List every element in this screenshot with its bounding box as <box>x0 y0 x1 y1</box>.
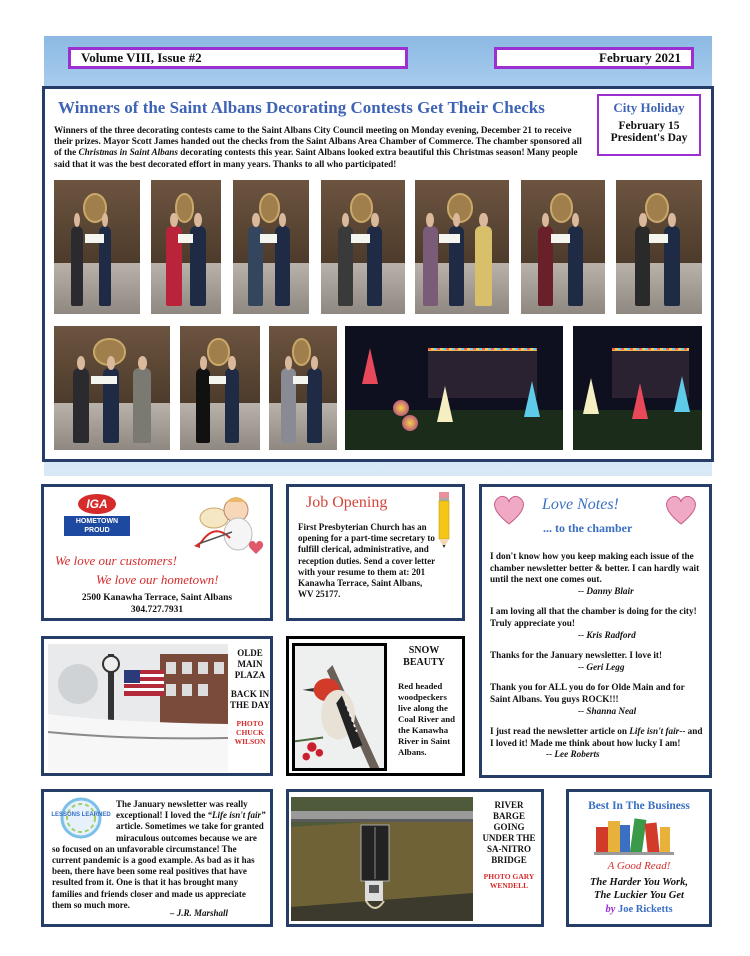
snow-beauty-body: Red headed woodpeckers live along the Coal River and the Kanawha River in Saint Albans. <box>398 681 456 757</box>
lessons-learned-author: – J.R. Marshall <box>170 908 229 918</box>
best-in-business-book-title: The Harder You Work, The Luckier You Get <box>589 877 689 901</box>
heart-icon <box>664 494 698 526</box>
winner-photo <box>321 180 405 314</box>
main-article-title: Winners of the Saint Albans Decorating Contests Get Their Checks <box>58 98 545 117</box>
city-holiday-title: City Holiday <box>613 100 685 115</box>
decorated-house-photo <box>573 326 702 450</box>
winner-photo <box>415 180 509 314</box>
olde-main-plaza-caption <box>230 648 270 746</box>
winner-photo <box>233 180 309 314</box>
love-note-author: -- Geri Legg <box>578 661 625 672</box>
city-holiday-name: President's Day <box>610 132 688 144</box>
river-barge-caption <box>480 800 538 890</box>
winner-photo <box>54 180 140 314</box>
love-note-author: -- Kris Radford <box>578 629 636 640</box>
job-opening-body: First Presbyterian Church has an opening for a part-time secretary to fulfill clerical, administrative, and reception duties. Send a cover letter with your resume to them at: 201 Kanawha Terrace, Saint Albans, WV 25177. <box>298 522 435 600</box>
love-note <box>490 650 704 673</box>
love-note-article: Life isn't fair <box>629 726 680 737</box>
issue-volume: Volume VIII, Issue #2 <box>68 47 408 69</box>
love-note-text: I am loving all that the chamber is doing for the city! Truly appreciate you! <box>490 606 697 628</box>
iga-slogan-hometown: We love our hometown! <box>96 572 219 587</box>
river-barge-title: RIVER BARGE GOING UNDER THE SA-NITRO BRIDGE <box>482 800 536 865</box>
love-notes-title: Love Notes! <box>542 496 619 513</box>
olde-main-plaza-credit: PHOTO CHUCK WILSON <box>234 719 266 746</box>
snow-beauty-title: SNOW BEAUTY <box>403 645 445 668</box>
love-note <box>490 726 704 761</box>
best-in-business-author: by Joe Ricketts <box>605 904 673 915</box>
winner-photo <box>616 180 702 314</box>
olde-main-plaza-subtitle: BACK IN THE DAY <box>230 689 270 710</box>
iga-logo-subtext: HOMETOWN PROUD <box>64 516 130 536</box>
pencil-icon <box>437 492 451 550</box>
love-note-text: I don't know how you keep making each issue of the chamber newsletter better & better. I can hardly wait until the next one comes out. <box>490 551 700 585</box>
river-barge-photo <box>291 797 473 921</box>
lessons-learned-logo <box>51 797 111 839</box>
river-barge-credit: PHOTO GARY WENDELL <box>483 872 535 890</box>
love-note-text: -- and I loved it! Made me think about how lucky I am! <box>490 726 703 748</box>
cupid-icon <box>192 488 266 562</box>
love-note <box>490 606 704 641</box>
olde-main-plaza-title: OLDE MAIN PLAZA <box>234 648 266 680</box>
main-article-body: Winners of the three decorating contests came to the Saint Albans City Council meeting on Monday evening, December 21 to receive their prizes. Mayor Scott James handed out the checks from the Saint Albans Area Chamber of Commerce. The chamber sponsored all of the Christmas in Saint Albans decorating contests this year. Saint Albans looked extra beautiful this Christmas season! Many people said that it was the best decorated effort in many years. Thanks to all who participated! <box>54 125 582 169</box>
city-holiday-box <box>597 94 701 156</box>
job-opening-title: Job Opening <box>306 494 388 511</box>
lessons-learned-body: The January newsletter was really exceptional! I loved the “Life isn't fair” article. Sometimes we take for granted miraculous outcomes because we are so focused on an unfavorable circumstance! The current pandemic is a good example. As bad as it has been, there have been some real positives that have resulted from it. One is that it has brought many families and friends closer and made us appreciate them so much more. <box>52 799 266 910</box>
svg-text:LESSONS LEARNED: LESSONS LEARNED <box>51 812 111 818</box>
city-holiday-date: February 15 <box>618 120 680 132</box>
winner-photo <box>54 326 170 450</box>
iga-logo <box>64 494 130 538</box>
iga-logo-text: IGA <box>78 494 116 514</box>
iga-address <box>44 592 270 616</box>
best-in-business-tagline: A Good Read! <box>607 860 671 872</box>
winner-photo <box>151 180 221 314</box>
issue-date: February 2021 <box>494 47 694 69</box>
iga-street: 2500 Kanawha Terrace, Saint Albans <box>81 593 233 603</box>
love-note <box>490 551 704 597</box>
best-in-business-title: Best In The Business <box>588 800 690 812</box>
iga-phone: 304.727.7931 <box>130 605 184 615</box>
love-notes-list <box>490 551 704 770</box>
love-note-text: Thanks for the January newsletter. I love it! <box>490 650 663 661</box>
love-note-author: -- Danny Blair <box>578 585 634 596</box>
love-notes-subtitle: ... to the chamber <box>543 521 633 535</box>
love-note <box>490 682 704 717</box>
decorated-house-photo <box>345 326 563 450</box>
winner-photo <box>269 326 337 450</box>
love-note-text: I just read the newsletter article on <box>490 726 630 737</box>
books-icon <box>594 817 674 855</box>
love-note-author: -- Lee Roberts <box>546 749 600 760</box>
love-note-text: Thank you for ALL you do for Olde Main and for Saint Albans. You guys ROCK!!! <box>490 682 685 704</box>
winner-photo <box>521 180 605 314</box>
heart-icon <box>492 494 526 526</box>
love-note-author: -- Shanna Neal <box>578 705 637 716</box>
iga-slogan-customers: We love our customers! <box>55 553 177 568</box>
winner-photo <box>180 326 260 450</box>
olde-main-plaza-photo <box>48 644 228 772</box>
woodpecker-photo <box>292 643 387 771</box>
